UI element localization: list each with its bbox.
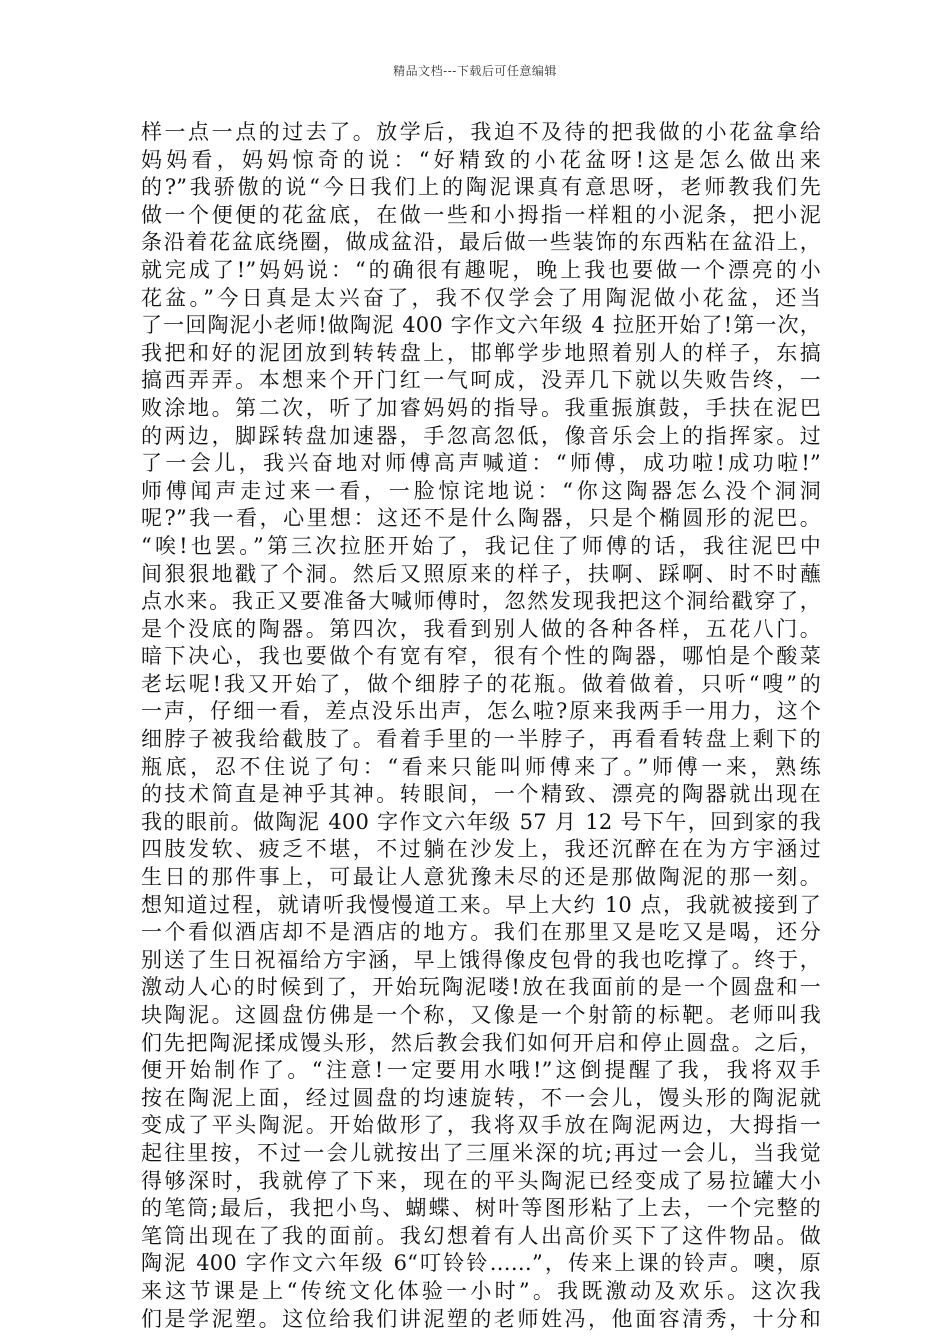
text-line: 我的眼前。做陶泥 400 字作文六年级 57 月 12 号下午，回到家的我: [141, 809, 821, 834]
text-line: 按在陶泥上面，经过圆盘的均速旋转，不一会儿，馒头形的陶泥就: [141, 1085, 821, 1110]
text-line: 块陶泥。这圆盘仿佛是一个称，又像是一个射箭的标靶。老师叫我: [141, 1003, 821, 1027]
text-line: 妈妈看，妈妈惊奇的说：“好精致的小花盆呀!这是怎么做出来: [141, 147, 821, 172]
text-line: 们先把陶泥揉成馒头形，然后教会我们如何开启和停止圆盘。之后，: [141, 1030, 821, 1055]
text-line: 变成了平头陶泥。开始做形了，我将双手放在陶泥两边，大拇指一: [141, 1113, 821, 1138]
text-line: 来这节课是上“传统文化体验一小时”。我既激动及欢乐。这次我: [141, 1278, 821, 1303]
text-line: 的?”我骄傲的说“今日我们上的陶泥课真有意思呀，老师教我们先: [141, 175, 821, 200]
text-line: 便开始制作了。“注意!一定要用水哦!”这倒提醒了我，我将双手: [141, 1058, 821, 1083]
text-line: 的两边，脚踩转盘加速器，手忽高忽低，像音乐会上的指挥家。过: [141, 423, 821, 448]
text-line: 一声，仔细一看，差点没乐出声，怎么啦?原来我两手一用力，这个: [141, 699, 821, 724]
text-line: 就完成了!”妈妈说：“的确很有趣呢，晚上我也要做一个漂亮的小: [141, 257, 821, 282]
document-body: [141, 119, 821, 1333]
text-line: 师傅闻声走过来一看，一脸惊诧地说：“你这陶器怎么没个洞洞: [141, 478, 821, 503]
text-line: 暗下决心，我也要做个有宽有窄，很有个性的陶器，哪怕是个酸菜: [141, 644, 821, 669]
text-line: 细脖子被我给截肢了。看着手里的一半脖子，再看看转盘上剩下的: [141, 727, 821, 752]
page-header: 精品文档---下载后可任意编辑: [393, 64, 557, 78]
text-line: 陶泥 400 字作文六年级 6“叮铃铃……”，传来上课的铃声。噢，原: [141, 1251, 821, 1276]
text-line: 败涂地。第二次，听了加睿妈妈的指导。我重振旗鼓，手扶在泥巴: [141, 395, 821, 420]
text-line: 点水来。我正又要准备大喊师傅时，忽然发现我把这个洞给戳穿了，: [141, 589, 821, 614]
text-line: 了一回陶泥小老师!做陶泥 400 字作文六年级 4 拉胚开始了!第一次，: [141, 313, 821, 338]
text-line: 起往里按，不过一会儿就按出了三厘米深的坑;再过一会儿，当我觉: [141, 1140, 821, 1165]
text-line: 是个没底的陶器。第四次，我看到别人做的各种各样，五花八门。: [141, 616, 821, 641]
text-line: 的技术简直是神乎其神。转眼间，一个精致、漂亮的陶器就出现在: [141, 782, 821, 807]
text-line: 花盆。”今日真是太兴奋了，我不仅学会了用陶泥做小花盆，还当: [141, 285, 821, 310]
text-line: 激动人心的时候到了，开始玩陶泥喽!放在我面前的是一个圆盘和一: [141, 975, 821, 1000]
text-line: 呢?”我一看，心里想：这还不是什么陶器，只是个椭圆形的泥巴。: [141, 506, 821, 531]
text-line: 我把和好的泥团放到转转盘上，邯郸学步地照着别人的样子，东搞: [141, 340, 821, 365]
text-line: 瓶底，忍不住说了句：“看来只能叫师傅来了。”师傅一来，熟练: [141, 754, 821, 779]
text-line: 别送了生日祝福给方宇涵，早上饿得像皮包骨的我也吃撑了。终于，: [141, 947, 821, 972]
text-line: 老坛呢!我又开始了，做个细脖子的花瓶。做着做着，只听“嗖”的: [141, 671, 821, 696]
text-line: 笔筒出现在了我的面前。我幻想着有人出高价买下了这件物品。做: [141, 1223, 821, 1248]
text-line: 条沿着花盆底绕圈，做成盆沿，最后做一些装饰的东西粘在盆沿上，: [141, 230, 821, 255]
text-line: 生日的那件事上，可最让人意犹豫未尽的还是那做陶泥的那一刻。: [141, 865, 821, 890]
text-line: 做一个便便的花盆底，在做一些和小拇指一样粗的小泥条，把小泥: [141, 202, 821, 227]
text-line: 们是学泥塑。这位给我们讲泥塑的老师姓冯，他面容清秀，十分和: [141, 1306, 821, 1331]
text-line: 了一会儿，我兴奋地对师傅高声喊道：“师傅，成功啦!成功啦!”: [141, 451, 821, 476]
text-line: 搞西弄弄。本想来个开门红一气呵成，没弄几下就以失败告终，一: [141, 368, 821, 393]
text-line: 样一点一点的过去了。放学后，我迫不及待的把我做的小花盆拿给: [141, 120, 821, 144]
text-line: 得够深时，我就停了下来，现在的平头陶泥已经变成了易拉罐大小: [141, 1168, 821, 1193]
text-line: 四肢发软、疲乏不堪，不过躺在沙发上，我还沉醉在在为方宇涵过: [141, 837, 821, 862]
text-line: 间狠狠地戳了个洞。然后又照原来的样子，扶啊、踩啊、时不时蘸: [141, 561, 821, 586]
text-line: 想知道过程，就请听我慢慢道工来。早上大约 10 点，我就被接到了: [141, 892, 821, 917]
text-line: “唉!也罢。”第三次拉胚开始了，我记住了师傅的话，我往泥巴中: [141, 533, 821, 558]
text-line: 的笔筒;最后，我把小鸟、蝴蝶、树叶等图形粘了上去，一个完整的: [141, 1196, 821, 1221]
text-line: 一个看似酒店却不是酒店的地方。我们在那里又是吃又是喝，还分: [141, 920, 821, 945]
